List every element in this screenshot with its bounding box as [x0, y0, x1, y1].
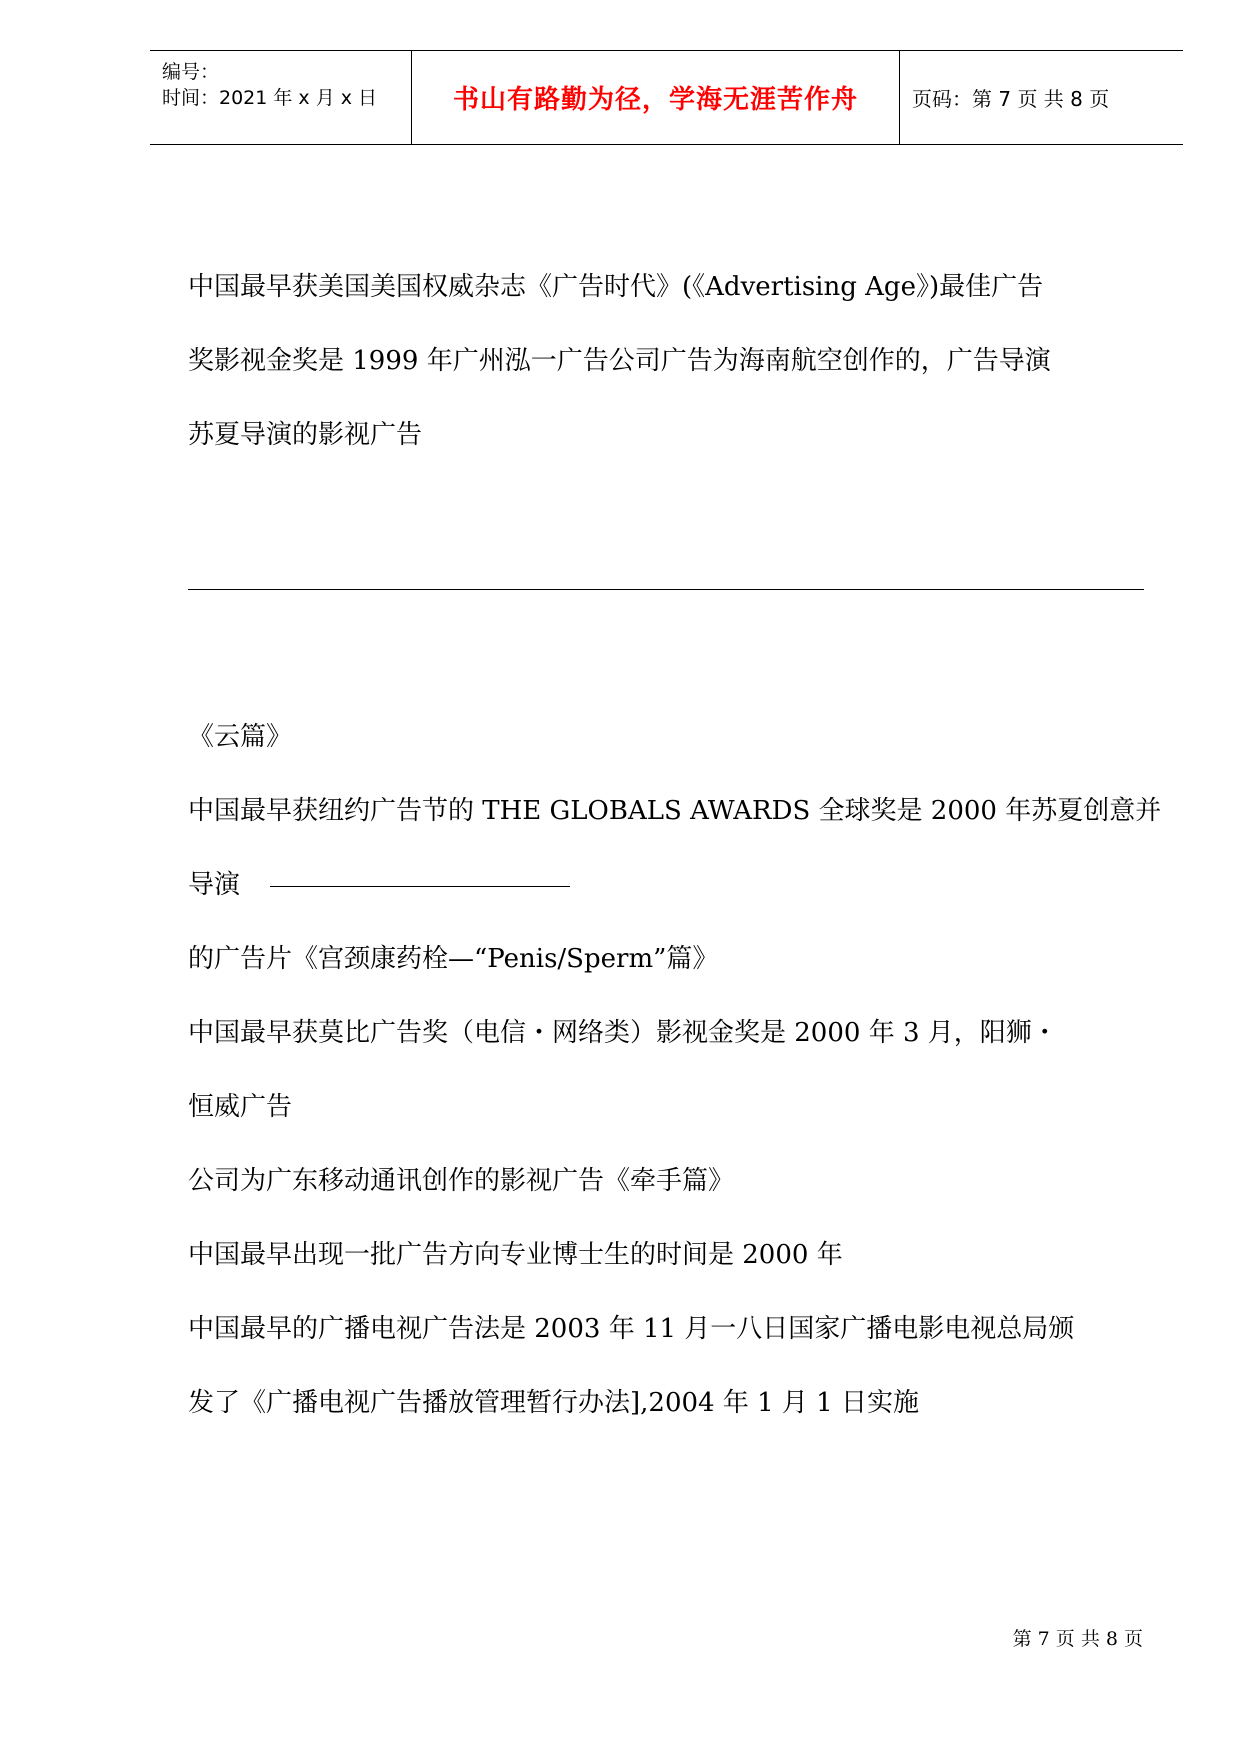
- paragraph-2-line-8: 中国最早的广播电视广告法是 2003 年 11 月一八日国家广播电影电视总局颁: [188, 1314, 1075, 1344]
- header-motto: 书山有路勤为径，学海无涯苦作舟: [452, 85, 858, 115]
- page-footer: 第 7 页 共 8 页: [1012, 1628, 1143, 1650]
- paragraph-1-line-2: 奖影视金奖是 1999 年广州泓一广告公司广告为海南航空创作的，广告导演: [188, 346, 1051, 376]
- paragraph-1-line-3: 苏夏导演的影视广告: [188, 420, 423, 450]
- paragraph-2-line-6: 公司为广东移动通讯创作的影视广告《牵手篇》: [188, 1166, 735, 1196]
- document-time-label: 时间：2021 年 x 月 x 日: [162, 87, 378, 109]
- document-header: [150, 50, 1183, 145]
- section-title-cloud: 《云篇》: [188, 722, 293, 752]
- header-page-cell: [900, 51, 1183, 144]
- paragraph-2-line-3: 的广告片《宫颈康药栓—“Penis/Sperm”篇》: [188, 944, 719, 974]
- document-number-label: 编号：: [162, 61, 220, 83]
- paragraph-2-line-7: 中国最早出现一批广告方向专业博士生的时间是 2000 年: [188, 1240, 843, 1270]
- paragraph-1-line-1: 中国最早获美国美国权威杂志《广告时代》(《Advertising Age》)最佳广告: [188, 272, 1044, 302]
- paragraph-2-line-5: 恒威广告: [188, 1092, 293, 1122]
- paragraph-1: [188, 250, 1148, 472]
- paragraph-2: [188, 700, 1162, 1440]
- paragraph-2-line-1: 中国最早获纽约广告节的 THE GLOBALS AWARDS 全球奖是 2000 年苏夏创意并: [188, 796, 1162, 826]
- header-meta-cell: [150, 51, 412, 144]
- paragraph-2-line-9: 发了《广播电视广告播放管理暂行办法],2004 年 1 月 1 日实施: [188, 1388, 919, 1418]
- paragraph-2-line-4: 中国最早获莫比广告奖（电信・网络类）影视金奖是 2000 年 3 月，阳狮・: [188, 1018, 1058, 1048]
- section-divider: [188, 589, 1144, 590]
- paragraph-2-line-2-wrap: [188, 848, 1148, 922]
- paragraph-2-line-2: 导演: [188, 870, 241, 900]
- header-motto-cell: [412, 51, 900, 144]
- inline-rule: [270, 886, 570, 887]
- header-page-info: 页码：第 7 页 共 8 页: [912, 87, 1110, 111]
